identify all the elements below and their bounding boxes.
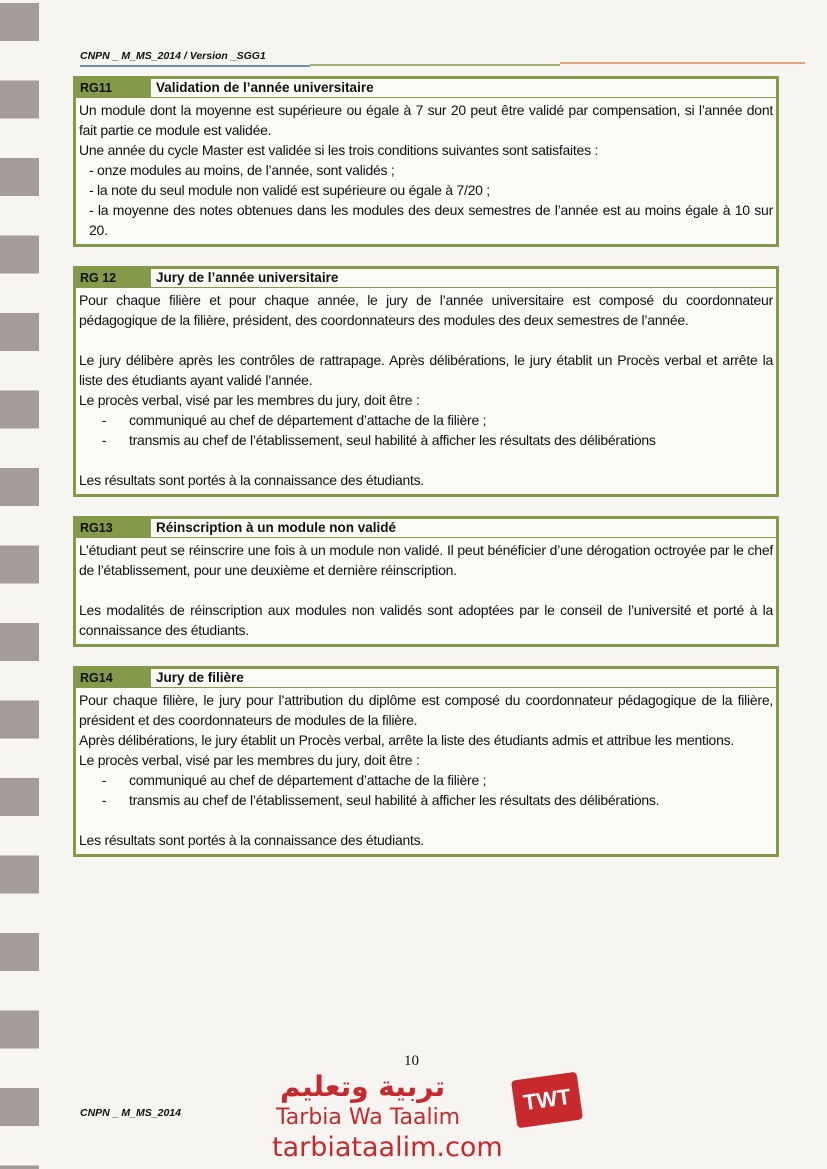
rule-rg13 [73, 516, 779, 647]
rule-rg14 [73, 666, 779, 857]
rule-rg11 [73, 76, 779, 247]
rules-container [73, 76, 779, 876]
list-item-text: transmis au chef de l’établissement, seul habilité à afficher les résultats des délibérations. [129, 792, 660, 808]
paragraph: Le procès verbal, visé par les membres du jury, doit être : [79, 752, 420, 768]
paragraph: Pour chaque filière, le jury pour l’attribution du diplôme est composé du coordonnateur pédagogique de la filière, président et des coordonnateurs de modules de la filière. [79, 692, 773, 728]
list-item [79, 770, 773, 790]
page-edge-decoration [0, 0, 39, 1169]
rule-title: Validation de l’année universitaire [151, 79, 776, 97]
rule-code: RG11 [80, 81, 112, 95]
rule-title: Jury de l’année universitaire [151, 269, 776, 287]
page-header: CNPN _ M_MS_2014 / Version _SGG1 [80, 50, 266, 62]
paragraph: Une année du cycle Master est validée si les trois conditions suivantes sont satisfaites : [79, 142, 599, 158]
paragraph: Pour chaque filière et pour chaque année, le jury de l’année universitaire est composé du coordonnateur pédagogique de la filière, président, des coordonnateurs des modules des deux semestres de l’année. [79, 292, 773, 328]
rule-title: Réinscription à un module non validé [151, 519, 776, 537]
paragraph: Le procès verbal, visé par les membres du jury, doit être : [79, 392, 420, 408]
page-number: 10 [404, 1053, 419, 1069]
dash-marker: - [101, 772, 107, 788]
paragraph: Après délibérations, le jury établit un Procès verbal, arrête la liste des étudiants admis et attribue les mentions. [79, 732, 735, 748]
list-item: - la note du seul module non validé est supérieure ou égale à 7/20 ; [89, 182, 490, 198]
paragraph: Les modalités de réinscription aux modules non validés sont adoptées par le conseil de l’université et porté à la connaissance des étudiants. [79, 602, 773, 638]
rule-code: RG13 [80, 521, 113, 535]
paragraph: Les résultats sont portés à la connaissance des étudiants. [79, 472, 425, 488]
header-rule [310, 64, 560, 66]
dash-marker: - [101, 432, 107, 448]
rule-code: RG 12 [80, 271, 117, 285]
list-item-text: transmis au chef de l’établissement, seul habilité à afficher les résultats des délibérations [129, 432, 656, 448]
paragraph: Les résultats sont portés à la connaissance des étudiants. [79, 832, 425, 848]
watermark-logo [270, 1070, 590, 1169]
list-item [79, 410, 773, 430]
watermark-url: tarbiataalim.com [272, 1132, 503, 1163]
list-item-text: communiqué au chef de département d’attache de la filière ; [129, 412, 487, 428]
header-rule [80, 65, 310, 67]
rule-code: RG14 [80, 671, 113, 685]
list-item: - la moyenne des notes obtenues dans les modules des deux semestres de l’année est au moins égale à 10 sur 20. [89, 202, 773, 238]
paragraph: L’étudiant peut se réinscrire une fois à un module non validé. Il peut bénéficier d’une dérogation octroyée par le chef de l’établissement, pour une deuxième et dernière réinscription. [79, 542, 773, 578]
rule-rg12 [73, 266, 779, 497]
dash-marker: - [101, 792, 107, 808]
list-item-text: communiqué au chef de département d’attache de la filière ; [129, 772, 487, 788]
paragraph: Un module dont la moyenne est supérieure ou égale à 7 sur 20 peut être validé par compensation, si l’année dont fait partie ce module est validée. [79, 102, 773, 138]
header-rule [560, 62, 805, 64]
list-item [79, 430, 773, 450]
list-item: - onze modules au moins, de l’année, sont validés ; [89, 162, 395, 178]
watermark-arabic: تربية وتعليم [280, 1070, 446, 1103]
rule-title: Jury de filière [151, 669, 776, 687]
watermark-latin: Tarbia Wa Taalim [276, 1105, 461, 1130]
dash-marker: - [101, 412, 107, 428]
page-footer: CNPN _ M_MS_2014 [80, 1107, 181, 1119]
twt-badge-icon: TWT [511, 1072, 583, 1129]
paragraph: Le jury délibère après les contrôles de rattrapage. Après délibérations, le jury établit un Procès verbal et arrête la liste des étudiants ayant validé l’année. [79, 352, 773, 388]
list-item [79, 790, 773, 810]
